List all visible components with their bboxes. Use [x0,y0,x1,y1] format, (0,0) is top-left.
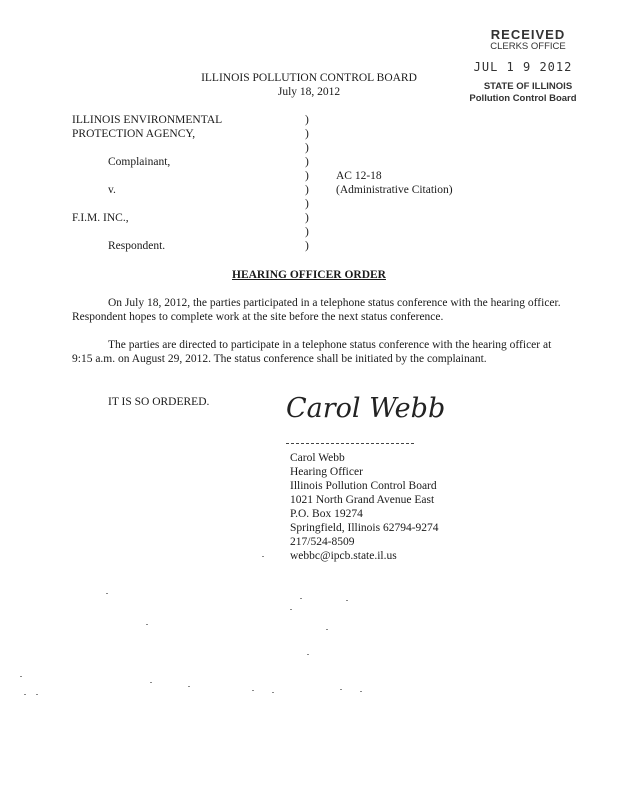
paren: ) [305,212,309,224]
paren: ) [305,114,309,126]
signer-name: Carol Webb [290,452,345,464]
complainant-name-line-2: PROTECTION AGENCY, [72,128,196,140]
respondent-name: F.I.M. INC., [72,212,129,224]
paren: ) [305,128,309,140]
complainant-role: Complainant, [108,156,171,168]
stamp-clerks-office: CLERKS OFFICE [490,41,566,52]
case-number: AC 12-18 [336,170,382,182]
caption-parentheses [305,113,309,253]
signer-address-city: Springfield, Illinois 62794-9274 [290,522,439,534]
signature-line [286,443,414,444]
paren: ) [305,184,309,196]
so-ordered: IT IS SO ORDERED. [108,396,210,408]
respondent-role: Respondent. [108,240,166,252]
paren: ) [305,198,309,210]
stamp-date: JUL 1 9 2012 [473,60,573,74]
signature-block [290,451,439,563]
paren: ) [305,240,309,252]
complainant-name-line-1: ILLINOIS ENVIRONMENTAL [72,114,223,126]
stamp-received: RECEIVED [490,27,566,42]
handwritten-signature: Carol Webb [286,393,446,424]
signer-email: webbc@ipcb.state.il.us [290,550,397,562]
signer-phone: 217/524-8509 [290,536,355,548]
paren: ) [305,226,309,238]
versus: v. [108,184,116,196]
order-title: HEARING OFFICER ORDER [232,269,386,281]
signer-organization: Illinois Pollution Control Board [290,480,437,492]
stamp-state: STATE OF ILLINOIS [483,81,573,92]
order-paragraph-2: The parties are directed to participate in a telephone status conference with the hearing officer at 9:15 a.m. on August 29, 2012. The status conference shall be initiated by the complainant. [72,339,552,365]
signer-title: Hearing Officer [290,466,363,478]
order-paragraph-1: On July 18, 2012, the parties participated in a telephone status conference with the hearing officer. Respondent hopes to complete work at the site before the next status conference. [72,297,561,323]
paren: ) [305,142,309,154]
paren: ) [305,156,309,168]
board-heading: ILLINOIS POLLUTION CONTROL BOARD [201,72,417,84]
signer-address-street: 1021 North Grand Avenue East [290,494,435,506]
signer-address-po-box: P.O. Box 19274 [290,508,363,520]
case-type: (Administrative Citation) [336,184,453,196]
paren: ) [305,170,309,182]
order-date: July 18, 2012 [277,86,341,98]
stamp-board: Pollution Control Board [469,93,577,104]
